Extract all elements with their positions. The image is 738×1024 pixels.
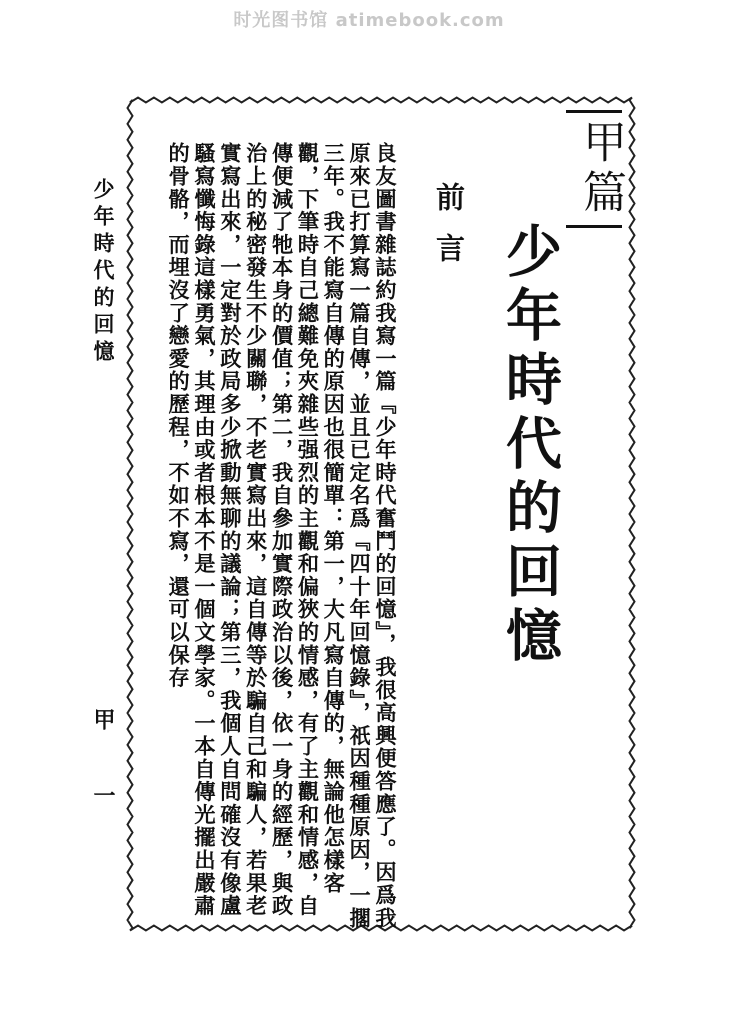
chapter-title: 少年時代的回憶 bbox=[497, 222, 563, 670]
body-text bbox=[166, 142, 398, 932]
body-paragraph: 良友圖書雜誌約我寫一篇『少年時代奮鬥的回憶』，我很高興便答應了。因爲我原來已打算寫一篇自傳，並且已定名爲『四十年回憶錄』，祇因種種原因，一擱三年。我不能寫自傳的原因也很簡單：第一，大凡寫自傳的，無論他怎樣客觀，下筆時自己總難免夾雜些强烈的主觀和偏狹的情感，有了主觀和情感，自傳便減了牠本身的價值；第二，我自參加實際政治以後，依一身的經歷，與政治上的秘密發生不少關聯，不老實寫出來，這自傳等於騙自己和騙人，若果老實寫出來，一定對於政局多少掀動無聊的議論；第三，我個人自問確沒有像盧騷寫懺悔錄這樣勇氣，其理由或者根本不是一個文學家。一本自傳光擺出嚴肅的骨骼，而埋沒了戀愛的歷程，不如不寫，還可以保存 bbox=[166, 142, 398, 930]
site-watermark: 时光图书馆 atimebook.com bbox=[233, 10, 505, 31]
part-label: 甲篇 bbox=[566, 110, 622, 228]
page-number: 甲 一 bbox=[90, 708, 116, 820]
section-heading: 前言 bbox=[432, 182, 466, 284]
running-title: 少年時代的回憶 bbox=[91, 178, 116, 367]
